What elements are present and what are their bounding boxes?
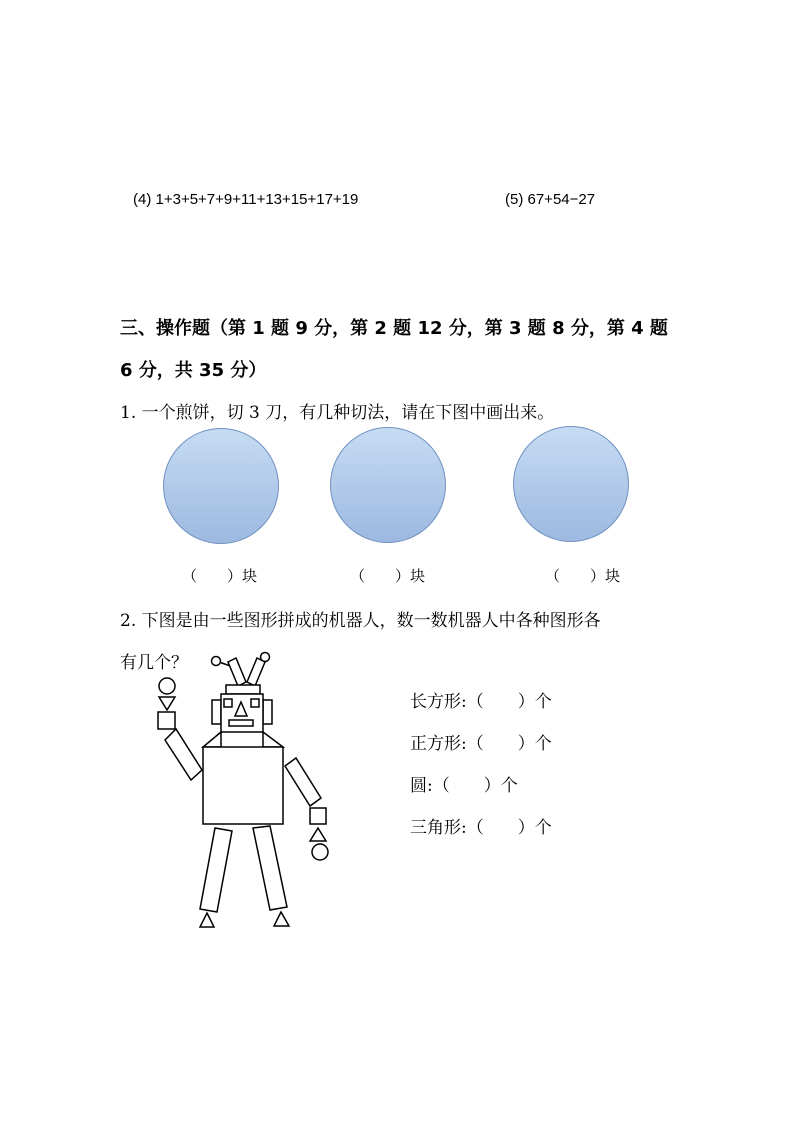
hand-right-triangle [310,828,326,841]
section-heading-cont: 6 分，共 35 分） [120,360,267,381]
eye-left [224,699,232,707]
answer-triangle[interactable]: 三角形:（ ）个 [410,818,552,838]
answer-square[interactable]: 正方形:（ ）个 [410,734,552,754]
hand-left-circle [159,678,175,694]
problem-4: (4) 1+3+5+7+9+11+13+15+17+19 [133,191,359,208]
pieces-blank-1[interactable]: （ ）块 [182,567,258,585]
hand-right-circle [312,844,328,860]
antenna-left [228,658,246,686]
section-heading: 三、操作题（第 1 题 9 分，第 2 题 12 分，第 3 题 8 分，第 4 题 [120,318,668,339]
hand-left-triangle [159,697,175,710]
foot-right-triangle [274,912,289,926]
arm-right [285,758,321,806]
eye-right [251,699,259,707]
arm-left [165,729,202,780]
hand-right-square [310,808,326,824]
question-2: 2. 下图是由一些图形拼成的机器人，数一数机器人中各种图形各 [120,611,601,631]
problem-5: (5) 67+54−27 [505,191,596,208]
antenna-right [247,658,265,686]
hat-rect [226,685,260,694]
pieces-blank-3[interactable]: （ ）块 [545,567,621,585]
answer-circle[interactable]: 圆:（ ）个 [410,776,518,796]
neck-triangle-right [263,732,283,747]
leg-left [200,828,232,912]
pieces-blank-2[interactable]: （ ）块 [350,567,426,585]
antenna-ball-left [212,657,221,666]
body-square [203,747,283,824]
answer-rectangle[interactable]: 长方形:（ ）个 [410,692,552,712]
hand-left-square [158,712,175,729]
ear-left [212,700,221,724]
leg-right [253,826,287,910]
ear-right [263,700,272,724]
mouth-rect [229,720,253,726]
question-2-cont: 有几个？ [120,653,188,673]
neck-triangle-left [203,732,221,747]
question-1: 1. 一个煎饼，切 3 刀，有几种切法，请在下图中画出来。 [120,403,555,423]
foot-left-triangle [200,913,214,927]
